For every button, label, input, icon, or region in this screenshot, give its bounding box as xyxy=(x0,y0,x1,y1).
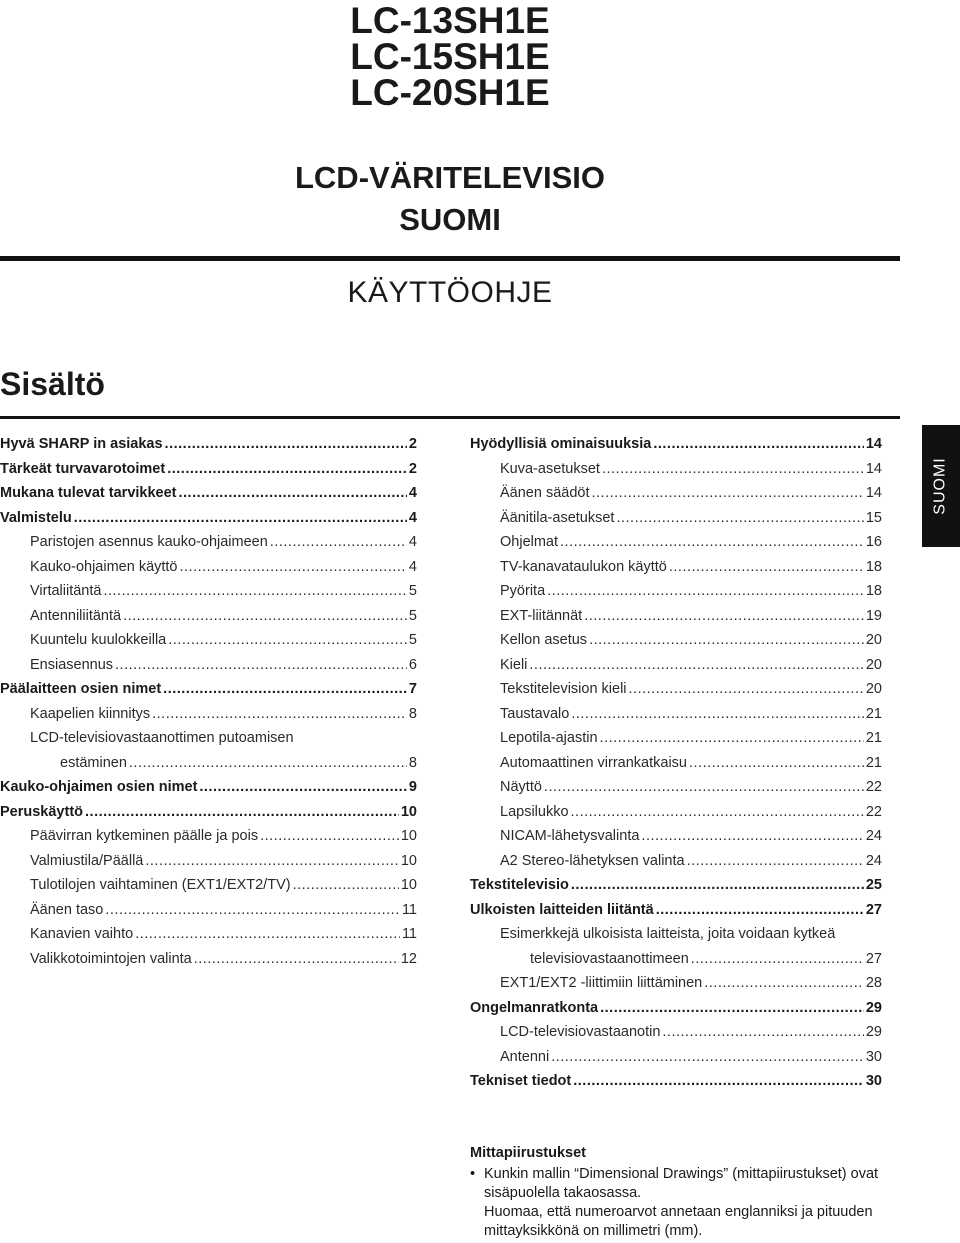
toc-entry[interactable] xyxy=(470,951,882,976)
toc-entry[interactable] xyxy=(0,706,417,731)
toc-entry[interactable] xyxy=(470,1073,882,1098)
toc-entry[interactable] xyxy=(0,681,417,706)
toc-entry-label: estäminen xyxy=(60,754,127,771)
toc-entry[interactable] xyxy=(0,436,417,461)
toc-entry-page: 27 xyxy=(865,901,882,918)
language-label: SUOMI xyxy=(399,202,501,237)
header-divider xyxy=(0,256,900,261)
toc-entry-page: 16 xyxy=(865,534,882,550)
toc-entry[interactable] xyxy=(0,559,417,584)
toc-entry[interactable] xyxy=(0,461,417,486)
toc-entry[interactable] xyxy=(470,559,882,584)
toc-entry-label: Kauko-ohjaimen osien nimet xyxy=(0,779,198,795)
note-line: Huomaa, että numeroarvot annetaan englanniksi ja pituuden mittayksikkönä on millimetri (mm). xyxy=(484,1204,873,1239)
toc-divider xyxy=(0,416,900,419)
toc-entry[interactable] xyxy=(470,681,882,706)
toc-entry-label: Valikkotoimintojen valinta xyxy=(30,950,192,967)
toc-leader-dots xyxy=(167,461,407,477)
toc-leader-dots xyxy=(600,730,864,746)
toc-entry-label: Pyörita xyxy=(500,583,546,599)
toc-entry-label: Lepotila-ajastin xyxy=(500,730,598,746)
toc-entry-label: Esimerkkejä ulkoisista laitteista, joita voidaan kytkeä xyxy=(500,926,836,942)
toc-entry-label: Antenni xyxy=(500,1048,550,1065)
toc-leader-dots xyxy=(199,779,407,795)
toc-leader-dots xyxy=(704,975,864,991)
toc-entry[interactable] xyxy=(470,1024,882,1049)
toc-entry-label: EXT1/EXT2 -liittimiin liittäminen xyxy=(500,975,703,991)
toc-leader-dots xyxy=(260,828,399,844)
toc-heading: Sisältö xyxy=(0,366,105,402)
toc-entry[interactable] xyxy=(470,926,882,951)
toc-leader-dots xyxy=(180,559,407,575)
toc-entry[interactable] xyxy=(0,510,417,535)
toc-entry-label: Äänitila-asetukset xyxy=(500,509,615,526)
toc-leader-dots xyxy=(547,583,864,599)
toc-entry-label: Ongelmanratkonta xyxy=(470,999,599,1016)
toc-entry[interactable] xyxy=(470,510,882,535)
toc-entry-page: 4 xyxy=(408,558,417,575)
toc-entry[interactable] xyxy=(470,902,882,927)
toc-leader-dots xyxy=(163,681,407,697)
toc-entry-label: Ensiasennus xyxy=(30,656,114,673)
toc-entry-page: 10 xyxy=(400,828,417,844)
toc-entry[interactable] xyxy=(470,485,882,510)
toc-leader-dots xyxy=(165,436,407,452)
toc-entry-label: Peruskäyttö xyxy=(0,803,84,820)
toc-entry[interactable] xyxy=(0,853,417,878)
toc-entry-page: 28 xyxy=(865,975,882,991)
toc-leader-dots xyxy=(571,804,864,820)
toc-entry-page: 22 xyxy=(865,779,882,795)
toc-entry[interactable] xyxy=(0,951,417,976)
toc-leader-dots xyxy=(74,510,407,526)
toc-entry[interactable] xyxy=(470,706,882,731)
toc-entry-page: 4 xyxy=(408,509,417,526)
toc-leader-dots xyxy=(656,902,864,918)
toc-entry-page: 15 xyxy=(865,509,882,526)
toc-entry-page: 6 xyxy=(408,656,417,673)
side-tab-label: SUOMI xyxy=(932,457,950,515)
toc-entry-label: Lapsilukko xyxy=(500,803,569,820)
note-title: Mittapiirustukset xyxy=(470,1145,587,1161)
toc-entry-page: 4 xyxy=(408,534,417,550)
toc-leader-dots xyxy=(152,706,407,722)
toc-entry-label: A2 Stereo-lähetyksen valinta xyxy=(500,852,685,869)
note-text xyxy=(484,1165,900,1241)
manual-title: KÄYTTÖOHJE xyxy=(347,276,553,309)
toc-entry-label: Äänen taso xyxy=(30,901,104,918)
toc-entry-label: Kauko-ohjaimen käyttö xyxy=(30,558,178,575)
toc-leader-dots xyxy=(145,853,398,869)
toc-entry[interactable] xyxy=(0,926,417,951)
toc-leader-dots xyxy=(691,951,864,967)
toc-leader-dots xyxy=(571,877,864,893)
toc-entry-label: Mukana tulevat tarvikkeet xyxy=(0,485,177,501)
toc-leader-dots xyxy=(616,510,863,526)
toc-leader-dots xyxy=(571,706,864,722)
toc-entry[interactable] xyxy=(470,975,882,1000)
toc-leader-dots xyxy=(551,1049,864,1065)
toc-leader-dots xyxy=(115,657,407,673)
toc-entry-label: Taustavalo xyxy=(500,705,570,722)
bullet-icon: • xyxy=(470,1166,476,1182)
toc-entry-page: 2 xyxy=(408,436,417,452)
toc-entry-page: 30 xyxy=(865,1073,882,1089)
toc-entry-label: TV-kanavataulukon käyttö xyxy=(500,558,667,575)
toc-entry-label: Tulotilojen vaihtaminen (EXT1/EXT2/TV) xyxy=(30,877,291,893)
toc-entry-label: Kuva-asetukset xyxy=(500,460,600,477)
toc-entry-page: 12 xyxy=(400,950,417,967)
model-name: LC-20SH1E xyxy=(350,72,550,113)
toc-entry-page: 4 xyxy=(408,485,417,501)
toc-entry-page: 29 xyxy=(865,1024,882,1040)
toc-entry[interactable] xyxy=(0,608,417,633)
toc-column-right xyxy=(470,436,882,1098)
toc-entry-page: 10 xyxy=(400,852,417,869)
toc-entry-page: 2 xyxy=(408,460,417,477)
toc-entry[interactable] xyxy=(0,632,417,657)
toc-entry-label: LCD-televisiovastaanotin xyxy=(500,1024,661,1040)
dimensional-drawings-note xyxy=(470,1144,900,1241)
toc-leader-dots xyxy=(103,583,406,599)
toc-entry-label: NICAM-lähetysvalinta xyxy=(500,828,640,844)
toc-entry-label: Tekniset tiedot xyxy=(470,1073,572,1089)
toc-entry-page: 8 xyxy=(408,705,417,722)
product-type: LCD-VÄRITELEVISIO xyxy=(294,160,605,195)
toc-entry-label: Virtaliitäntä xyxy=(30,583,102,599)
toc-leader-dots xyxy=(560,534,864,550)
toc-entry[interactable] xyxy=(470,632,882,657)
toc-leader-dots xyxy=(105,902,400,918)
toc-leader-dots xyxy=(689,755,864,771)
toc-leader-dots xyxy=(179,485,407,501)
language-side-tab xyxy=(922,425,960,547)
toc-entry[interactable] xyxy=(0,657,417,682)
toc-entry[interactable] xyxy=(0,534,417,559)
toc-entry-page: 5 xyxy=(408,583,417,599)
toc-entry[interactable] xyxy=(470,1049,882,1074)
toc-entry[interactable] xyxy=(0,902,417,927)
toc-leader-dots xyxy=(573,1073,864,1089)
toc-entry-page: 21 xyxy=(865,705,882,722)
toc-entry-page: 20 xyxy=(865,681,882,697)
toc-entry-label: LCD-televisiovastaanottimen putoamisen xyxy=(30,730,294,746)
toc-entry-label: Hyödyllisiä ominaisuuksia xyxy=(470,436,652,452)
toc-entry[interactable] xyxy=(470,534,882,559)
toc-leader-dots xyxy=(135,926,400,942)
toc-entry-page: 21 xyxy=(865,754,882,771)
toc-entry-page: 14 xyxy=(865,460,882,477)
toc-entry[interactable] xyxy=(0,730,417,755)
toc-entry-page: 8 xyxy=(408,754,417,771)
model-name: LC-15SH1E xyxy=(350,36,550,77)
toc-entry-label: Antenniliitäntä xyxy=(30,607,122,624)
toc-entry[interactable] xyxy=(0,804,417,829)
toc-entry-page: 18 xyxy=(865,583,882,599)
toc-entry-label: Kieli xyxy=(500,656,528,673)
toc-entry[interactable] xyxy=(470,608,882,633)
toc-entry-label: Tekstitelevisio xyxy=(470,877,569,893)
model-list xyxy=(0,0,900,111)
toc-leader-dots xyxy=(544,779,864,795)
toc-entry[interactable] xyxy=(470,1000,882,1025)
toc-entry-label: Päälaitteen osien nimet xyxy=(0,681,162,697)
toc-entry-page: 20 xyxy=(865,656,882,673)
toc-leader-dots xyxy=(168,632,407,648)
toc-leader-dots xyxy=(270,534,407,550)
toc-entry-page: 5 xyxy=(408,607,417,624)
toc-entry[interactable] xyxy=(470,730,882,755)
toc-leader-dots xyxy=(662,1024,863,1040)
toc-entry[interactable] xyxy=(0,779,417,804)
toc-leader-dots xyxy=(687,853,864,869)
toc-entry[interactable] xyxy=(0,485,417,510)
toc-entry-label: Kuuntelu kuulokkeilla xyxy=(30,632,167,648)
toc-entry-label: Päävirran kytkeminen päälle ja pois xyxy=(30,828,259,844)
toc-entry-page: 14 xyxy=(865,436,882,452)
toc-entry-page: 24 xyxy=(865,828,882,844)
toc-entry-page: 25 xyxy=(865,877,882,893)
toc-entry-label: Valmistelu xyxy=(0,509,72,526)
toc-entry-label: Kanavien vaihto xyxy=(30,926,134,942)
toc-entry[interactable] xyxy=(470,755,882,780)
toc-entry[interactable] xyxy=(470,461,882,486)
toc-leader-dots xyxy=(669,559,864,575)
toc-entry-page: 24 xyxy=(865,852,882,869)
toc-leader-dots xyxy=(194,951,399,967)
toc-entry[interactable] xyxy=(0,877,417,902)
toc-leader-dots xyxy=(129,755,407,771)
toc-leader-dots xyxy=(589,632,864,648)
toc-entry-label: Paristojen asennus kauko-ohjaimeen xyxy=(30,534,268,550)
toc-entry-page: 11 xyxy=(401,926,417,942)
toc-entry-page: 21 xyxy=(865,730,882,746)
toc-entry-page: 5 xyxy=(408,632,417,648)
toc-leader-dots xyxy=(653,436,864,452)
toc-entry-page: 30 xyxy=(865,1048,882,1065)
toc-entry[interactable] xyxy=(470,436,882,461)
toc-entry-label: Ohjelmat xyxy=(500,534,559,550)
toc-leader-dots xyxy=(629,681,864,697)
note-bullet-item xyxy=(470,1165,900,1241)
toc-entry-label: Näyttö xyxy=(500,779,542,795)
toc-entry-label: Kaapelien kiinnitys xyxy=(30,705,151,722)
toc-leader-dots xyxy=(123,608,407,624)
toc-entry[interactable] xyxy=(470,828,882,853)
toc-entry-label: Äänen säädöt xyxy=(500,485,590,501)
toc-entry-label: Tärkeät turvavarotoimet xyxy=(0,460,166,477)
toc-leader-dots xyxy=(592,485,864,501)
toc-leader-dots xyxy=(293,877,399,893)
toc-entry-page: 9 xyxy=(408,779,417,795)
toc-column-left xyxy=(0,436,417,975)
model-name: LC-13SH1E xyxy=(350,0,550,41)
toc-entry-label: televisiovastaanottimeen xyxy=(530,950,689,967)
toc-leader-dots xyxy=(600,1000,864,1016)
toc-entry[interactable] xyxy=(470,804,882,829)
toc-entry-page: 7 xyxy=(408,681,417,697)
toc-entry-page: 18 xyxy=(865,558,882,575)
toc-entry[interactable] xyxy=(470,853,882,878)
toc-entry[interactable] xyxy=(470,877,882,902)
toc-entry-page: 19 xyxy=(865,607,882,624)
toc-leader-dots xyxy=(584,608,864,624)
toc-entry-label: EXT-liitännät xyxy=(500,607,583,624)
toc-entry[interactable] xyxy=(0,755,417,780)
toc-entry-page: 14 xyxy=(865,485,882,501)
toc-entry[interactable] xyxy=(470,657,882,682)
toc-leader-dots xyxy=(641,828,863,844)
toc-entry-page: 10 xyxy=(400,877,417,893)
note-line: Kunkin mallin “Dimensional Drawings” (mittapiirustukset) ovat sisäpuolella takaosassa. xyxy=(484,1166,879,1201)
toc-entry-label: Automaattinen virrankatkaisu xyxy=(500,754,687,771)
toc-entry-page: 22 xyxy=(865,803,882,820)
toc-entry-label: Tekstitelevision kieli xyxy=(500,681,627,697)
toc-entry-label: Valmiustila/Päällä xyxy=(30,852,144,869)
toc-entry-page: 20 xyxy=(865,632,882,648)
toc-entry-page: 11 xyxy=(401,901,417,918)
toc-entry-label: Kellon asetus xyxy=(500,632,588,648)
toc-entry[interactable] xyxy=(0,583,417,608)
toc-leader-dots xyxy=(529,657,863,673)
toc-leader-dots xyxy=(602,461,864,477)
toc-entry[interactable] xyxy=(0,828,417,853)
toc-entry[interactable] xyxy=(470,779,882,804)
toc-entry-page: 29 xyxy=(865,999,882,1016)
toc-entry-label: Ulkoisten laitteiden liitäntä xyxy=(470,901,654,918)
toc-entry-label: Hyvä SHARP in asiakas xyxy=(0,436,163,452)
toc-entry[interactable] xyxy=(470,583,882,608)
toc-entry-page: 10 xyxy=(400,803,417,820)
toc-entry-page: 27 xyxy=(865,950,882,967)
toc-leader-dots xyxy=(85,804,399,820)
